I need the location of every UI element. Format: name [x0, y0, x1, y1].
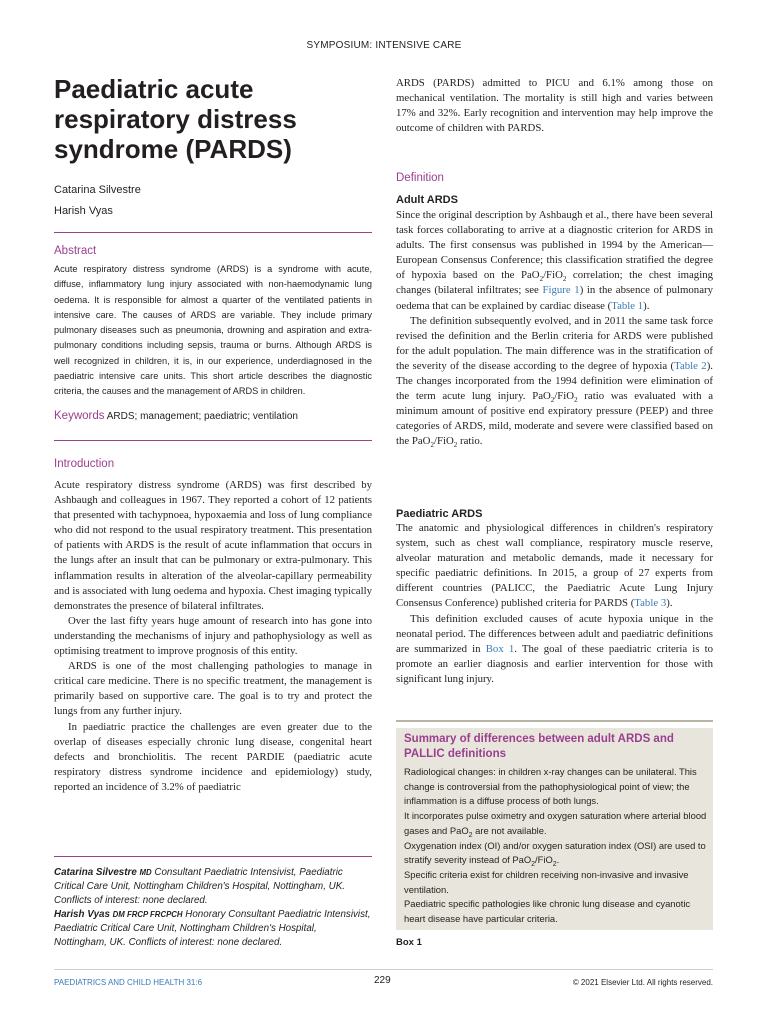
- text: Since the original description by Ashbaugh et al., there have been several task forces collaborating to arrive at a diagnostic criterion for ARDS in adults. The first consensus was published in 1994 by the American—European Consensus Conference; this classification stratified the degree of hypoxia based on the PaO: [396, 209, 713, 282]
- abstract-text: Acute respiratory distress syndrome (ARDS) is a syndrome with acute, diffuse, inflammatory lung injury associated with non-haemodynamic lung oedema. It is responsible for almost a quarter of the ventilated patients in intensive care. The causes of ARDS are variable. They include primary pulmonary diseases such as pneumonia, drowning and aspiration and extra-pulmonary conditions including sepsis, trauma or burns. Although ARDS is well recognized in children, it is, in our experience, underdiagnosed in the paediatric intensive care units. This short article describes the diagnostic criteria, the causes and the management of ARDS in children.: [54, 264, 372, 397]
- page-number: 229: [374, 975, 391, 986]
- abstract-bottom-rule: [54, 440, 372, 441]
- text: ratio was evaluated with a minimum amount of positive end expiratory pressure (PEEP) and three categories of ARDS, mild, moderate and severe were classified based on the PaO: [396, 390, 713, 448]
- box-label: Box 1: [396, 937, 422, 948]
- footnote-rule: [54, 856, 372, 857]
- paragraph: ARDS (PARDS) admitted to PICU and 6.1% among those on mechanical ventilation. The mortality is still high and varies between 17% and 32%. Early recognition and intervention may help improve the outcome of children with PARDS.: [396, 77, 713, 135]
- text: /FiO: [554, 390, 575, 403]
- text: are not available.: [472, 824, 547, 836]
- paragraph: ARDS is one of the most challenging pathologies to manage in critical care medicine. There is no specific treatment, the management is primarily based on supportive care. The goal is to try and protect the lungs from any further injury.: [54, 660, 372, 718]
- subscript: 2: [539, 275, 544, 284]
- introduction-heading: Introduction: [54, 458, 115, 470]
- definition-heading: Definition: [396, 172, 444, 184]
- paragraph: [396, 314, 713, 450]
- adult-ards-heading: Adult ARDS: [396, 194, 458, 206]
- table-link[interactable]: Table 1: [611, 299, 644, 312]
- footnote-credentials: MD: [139, 868, 152, 877]
- article-title: Paediatric acute respiratory distress syndrome (PARDS): [54, 74, 297, 164]
- box-item: Paediatric specific pathologies like chronic lung disease and cyanotic heart disease have particular criteria.: [404, 898, 691, 925]
- abstract-heading: Abstract: [54, 245, 97, 257]
- text: /FiO: [535, 854, 553, 866]
- text: .: [556, 854, 560, 866]
- author-list: [54, 180, 141, 222]
- text: The anatomic and physiological differences in children's respiratory system, such as chest wall compliance, respiratory muscle reserve, alveolar maturation and metabolic demands, made it necessary for specific paediatric definitions. In 2015, a group of 27 experts from different countries (PALICC, the Paediatric Acute Lung Injury Consensus Conference) published criteria for PARDS (: [396, 522, 713, 610]
- subscript: 2: [430, 441, 434, 450]
- box-item: Radiological changes: in children x-ray changes can be unilateral. This change is controversial from the pathophysiological point of view; the inflammation is a diffuse process of both lungs.: [404, 766, 697, 807]
- box-top-rule: [396, 720, 713, 722]
- paediatric-ards-body: [396, 521, 713, 687]
- footnote-author-name: Catarina Silvestre: [54, 867, 137, 878]
- subscript: 2: [562, 275, 567, 284]
- box-item: [404, 809, 708, 838]
- figure-link[interactable]: Figure 1: [542, 284, 580, 297]
- paragraph: Acute respiratory distress syndrome (ARDS) was first described by Ashbaugh and colleagues in 1967. They reported a cohort of 12 patients that presented with tachypnoea, hypoxaemia and loss of lung compliance who did not respond to the usual respiratory treatment. This presentation of patients with ARDS is the result of acute inflammation that occurs in the lungs after an insult that can be pulmonary or extra-pulmonary. This inflammation results in alteration of the alveolar-capillary permeability and is associated with lung oedema and hypoxia. Chest imaging typically demonstrates the presence of bilateral infiltrates.: [54, 479, 372, 612]
- text: ) in the absence of pulmonary oedema that can be explained by cardiac disease (: [396, 284, 713, 312]
- footnote-affiliation: Consultant Paediatric Intensivist, Paediatric Critical Care Unit, Nottingham Children's Hospital, Nottingham, UK. Conflicts of interest: none declared.: [54, 867, 345, 907]
- adult-ards-body: [396, 208, 713, 450]
- subscript: 2: [550, 396, 555, 405]
- author-footnote: [54, 908, 372, 951]
- box-item: Specific criteria exist for children receiving non-invasive and invasive ventilation.: [404, 868, 689, 895]
- text: ). The changes incorporated from the 1994 definition were elimination of the term acute lung injury. PaO: [396, 359, 713, 403]
- table-link[interactable]: Table 2: [674, 359, 707, 372]
- author-name: Harish Vyas: [54, 205, 113, 217]
- footnote-author-name: Harish Vyas: [54, 909, 110, 920]
- paragraph: [396, 208, 713, 314]
- subscript: 2: [531, 861, 536, 869]
- footnote-affiliation: Honorary Consultant Paediatric Intensivist, Paediatric Critical Care Unit, Nottingham Children's Hospital, Nottingham, UK. Conflicts of interest: none declared.: [54, 909, 371, 949]
- text: Oxygenation index (OI) and/or oxygen saturation index (OSI) are used to stratify severity instead of PaO: [404, 839, 706, 866]
- text: /FiO: [433, 435, 454, 448]
- journal-name: PAEDIATRICS AND CHILD HEALTH 31:6: [54, 978, 203, 987]
- text: . The goal of these paediatric criteria is to promote an earlier diagnosis and earlier intervention for those with significant lung injury.: [396, 642, 713, 685]
- subscript: 2: [453, 441, 458, 450]
- footer-rule: [54, 969, 713, 970]
- paragraph: Over the last fifty years huge amount of research into has gone into understanding the mechanisms of injury and pathophysiology as well as optimising treatment to improve prognosis of this entity.: [54, 614, 372, 658]
- author-name: Catarina Silvestre: [54, 184, 141, 196]
- text: ratio.: [457, 435, 483, 448]
- box-item: [404, 839, 708, 868]
- introduction-body: [54, 478, 372, 795]
- text: ).: [666, 597, 673, 610]
- text: /FiO: [543, 269, 563, 282]
- text: It incorporates pulse oximetry and oxygen saturation where arterial blood gases and PaO: [404, 810, 707, 836]
- keywords-label: Keywords: [54, 410, 105, 422]
- author-footnote: [54, 866, 372, 909]
- text: ).: [643, 299, 650, 312]
- keywords-list: ARDS; management; paediatric; ventilation: [106, 411, 298, 422]
- paragraph: In paediatric practice the challenges are even greater due to the overlap of diseases especially chronic lung disease, congenital heart defects and bronchiolitis. The recent PARDIE (paediatric acute respiratory distress syndrome incidence and epidemiology) study, reported an incidence of 3.2% of paediatric: [54, 720, 372, 793]
- subscript: 2: [574, 396, 578, 405]
- introduction-continued: [396, 76, 713, 136]
- paragraph: [396, 521, 713, 612]
- subscript: 2: [468, 831, 473, 839]
- footnote-credentials: DM FRCP FRCPCH: [112, 910, 183, 919]
- box-body: [404, 765, 708, 927]
- table-link[interactable]: Table 3: [634, 597, 667, 610]
- text: correlation; the chest imaging changes (bilateral infiltrates; see: [396, 269, 713, 297]
- keywords: [54, 410, 298, 422]
- text: This definition excluded causes of acute hypoxia unique in the neonatal period. The differences between adult and paediatric definitions are summarized in: [396, 612, 713, 655]
- abstract-top-rule: [54, 232, 372, 233]
- paediatric-ards-heading: Paediatric ARDS: [396, 508, 483, 520]
- copyright: © 2021 Elsevier Ltd. All rights reserved.: [572, 978, 713, 987]
- box-link[interactable]: Box 1: [485, 642, 515, 655]
- box-title: Summary of differences between adult ARDS and PALLIC definitions: [404, 733, 674, 760]
- running-head: SYMPOSIUM: INTENSIVE CARE: [306, 40, 462, 51]
- text: The definition subsequently evolved, and in 2011 the same task force revised the definition and the Berlin criteria for ARDS were published for the adult population. The main difference was in the stratification of the severity of the disease according to the degree of hypoxia (: [396, 314, 713, 372]
- subscript: 2: [552, 861, 557, 869]
- paragraph: [396, 612, 713, 687]
